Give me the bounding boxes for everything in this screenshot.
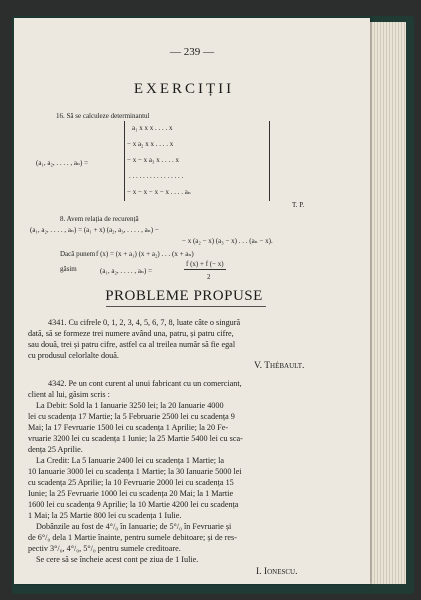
p4342-line-1: 4342. Pe un cont curent al unui fabricant cu un comerciant,	[48, 379, 242, 388]
ex8-fraction-denominator: 2	[207, 273, 211, 281]
p4342-line-6: vruarie 3200 lei cu scadența 1 Iunie; la 25 Martie 5400 lei cu sca-	[28, 434, 243, 443]
p4342-line-12: 1600 lei cu scadența 9 Aprilie; la 10 Martie 4200 lei cu scadența	[28, 500, 239, 509]
p4342-line-8: La Credit: La 5 Ianuarie 2400 lei cu scadența 1 Martie; la	[36, 456, 225, 465]
ex8-line1: 8. Avem relația de recurență	[60, 215, 139, 223]
determinant-lhs: (a₁, a₂, . . . . , aₙ) =	[36, 159, 89, 167]
p4342-line-9: 10 Ianuarie 3000 lei cu scadența 1 Martie; la 30 Ianuarie 5000 lei	[28, 467, 242, 476]
ex8-fraction-numerator: f (x) + f (− x)	[186, 260, 224, 268]
p4342-line-15: de 6°/₀ dela 1 Martie înainte, pentru sumele debitoare; și de res-	[28, 533, 237, 542]
p4341-line-2: dată, să se formeze trei numere având una, patru, și patru cifre,	[28, 329, 234, 338]
p4341-line-3: sau două, trei și patru cifre, astfel ca al treilea număr să fie egal	[28, 340, 236, 349]
p4342-line-13: 1 Mai; la 25 Martie 800 lei cu scadența 1 Iulie.	[28, 511, 182, 520]
det-row-5: − x − x − x − x . . . . aₙ	[127, 188, 191, 196]
ex16-intro: 16. Să se calculeze determinantul	[56, 112, 150, 120]
p4341-line-1: 4341. Cu cifrele 0, 1, 2, 3, 4, 5, 6, 7, 8, luate câte o singură	[48, 318, 241, 327]
p4342-line-17: Se cere să se încheie acest cont pe ziua de 1 Iulie.	[36, 555, 199, 564]
det-row-1: a₁ x x x . . . . x	[132, 124, 173, 132]
p4342-line-5: Mai; la 17 Fevruarie 1500 lei cu scadența 1 Aprilie; la 20 Fe-	[28, 423, 229, 432]
det-row-2: − x a₂ x x . . . . x	[127, 140, 174, 148]
p4342-signature: I. Ionescu.	[256, 567, 298, 577]
p4342-line-16: pectiv 3°/₀, 4°/₀, 5°/₀ pentru sumele creditoare.	[28, 544, 181, 553]
heading-rule	[106, 306, 266, 307]
ex8-line4-label: Dacă punem	[60, 250, 96, 258]
p4342-line-10: cu scadența 25 Aprilie; la 10 Fevruarie 2000 lei cu scadența 15	[28, 478, 234, 487]
book-page	[14, 18, 370, 584]
p4342-line-4: lei cu scadența 17 Martie; la 5 Februarie 2500 lei cu scadența 9	[28, 412, 235, 421]
det-row-4: . . . . . . . . . . . . . . . .	[129, 172, 184, 180]
det-row-3: − x − x a₃ x . . . . x	[127, 156, 179, 164]
ex8-line3: − x (a₂ − x) (a₃ − x) . . . (aₙ − x).	[182, 237, 273, 245]
p4342-line-2: client al lui, găsim scris :	[28, 390, 110, 399]
ex8-line2: (a₁, a₂, . . . . , aₙ) = (a₁ + x) (a₂, a₃, . . . . , aₙ) −	[30, 226, 159, 234]
p4342-line-7: dența 25 Aprilie.	[28, 445, 83, 454]
ex8-line5-lhs: (a₁, a₂, . . . . , aₙ) =	[100, 267, 153, 275]
p4341-signature: V. Thébault.	[254, 361, 305, 371]
p4342-line-11: Iunie; la 25 Fevruarie 1000 lei cu scadența 20 Mai; la 1 Martie	[28, 489, 234, 498]
page-number: — 239 —	[170, 46, 214, 58]
ex16-signature: T. P.	[292, 201, 305, 209]
exercitii-heading: EXERCIȚII	[133, 81, 235, 97]
ex8-line5-label: găsim	[60, 265, 77, 273]
p4342-line-3: La Debit: Sold la 1 Ianuarie 3250 lei; la 20 Ianuarie 4000	[36, 401, 224, 410]
probleme-propuse-heading: PROBLEME PROPUSE	[105, 288, 263, 304]
p4342-line-14: Dobânzile au fost de 4°/₀ în Ianuarie; de 5°/₀ în Fevruarie și	[36, 522, 232, 531]
p4341-line-4: cu produsul celorlalte două.	[28, 351, 119, 360]
ex8-line4-formula: f (x) = (x + a₁) (x + a₂) . . . (x + aₙ)	[96, 250, 194, 258]
